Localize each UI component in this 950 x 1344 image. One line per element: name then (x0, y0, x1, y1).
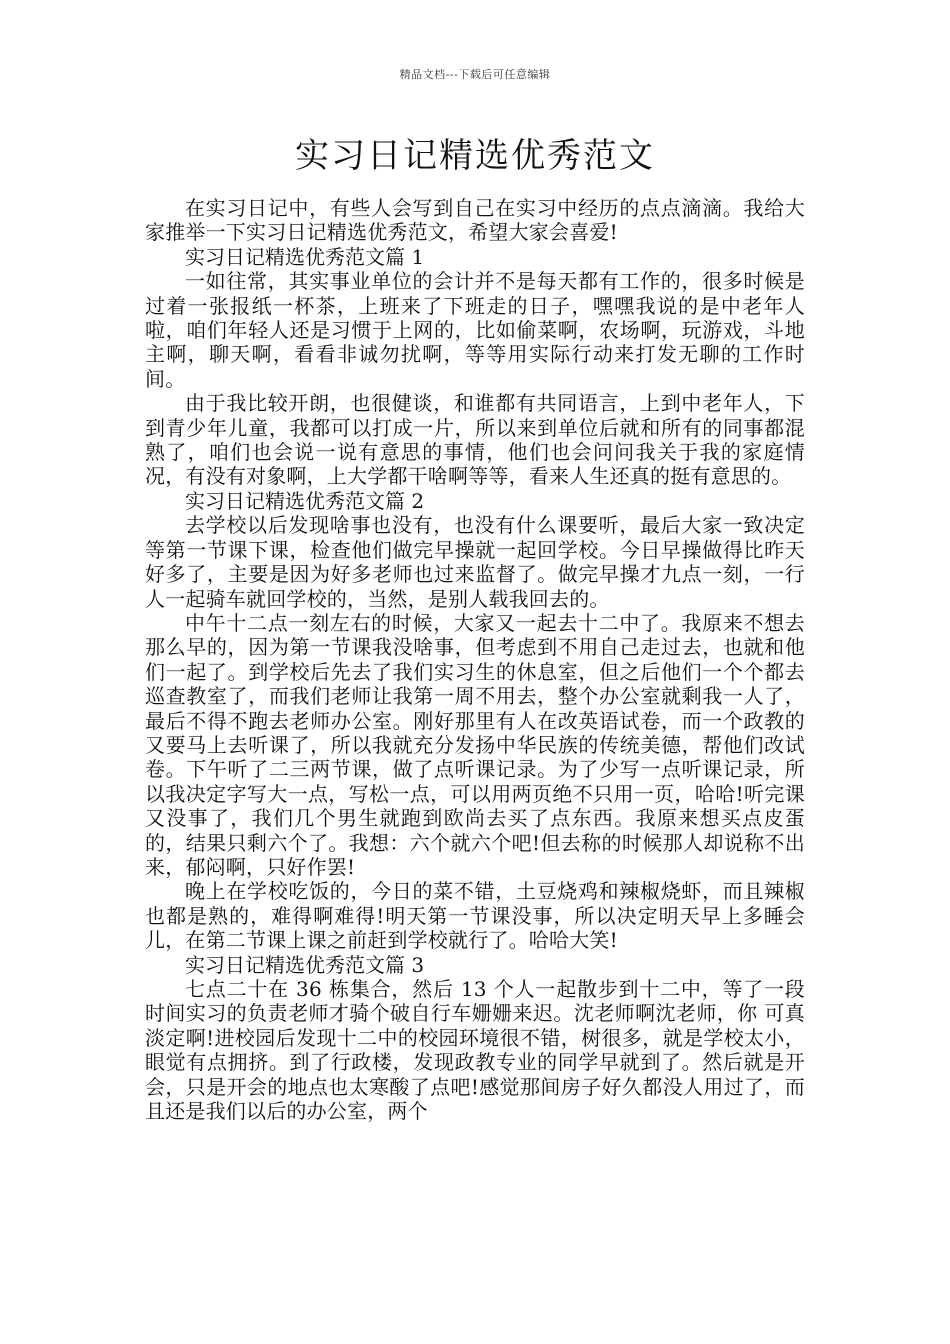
header-note: 精品文档---下载后可任意编辑 (399, 68, 551, 81)
paragraph: 去学校以后发现啥事也没有，也没有什么课要听，最后大家一致决定等第一节课下课，检查他们做完早操就一起回学校。今日早操做得比昨天好多了，主要是因为好多老师也过来监督了。做完早操才九点一刻，一行人一起骑车就回学校的，当然，是别人载我回去的。 (145, 513, 805, 611)
paragraph: 晚上在学校吃饭的，今日的菜不错，土豆烧鸡和辣椒烧虾，而且辣椒也都是熟的，难得啊难得!明天第一节课没事，所以决定明天早上多睡会儿，在第二节课上课之前赶到学校就行了。哈哈大笑! (145, 879, 805, 953)
page-title: 实习日记精选优秀范文 (295, 136, 655, 176)
paragraph: 由于我比较开朗，也很健谈，和谁都有共同语言，上到中老年人，下到青少年儿童，我都可以打成一片，所以来到单位后就和所有的同事都混熟了，咱们也会说一说有意思的事情，他们也会问问我关于我的家庭情况，有没有对象啊，上大学都干啥啊等等，看来人生还真的挺有意思的。 (145, 391, 805, 489)
paragraph: 一如往常，其实事业单位的会计并不是每天都有工作的，很多时候是过着一张报纸一杯茶，上班来了下班走的日子，嘿嘿我说的是中老年人啦，咱们年轻人还是习惯于上网的，比如偷菜啊，农场啊，玩游戏，斗地主啊，聊天啊，看看非诚勿扰啊，等等用实际行动来打发无聊的工作时间。 (145, 269, 805, 391)
document-body (145, 196, 805, 1123)
paragraph: 七点二十在 36 栋集合，然后 13 个人一起散步到十二中，等了一段时间实习的负责老师才骑个破自行车姗姗来迟。沈老师啊沈老师，你 可真淡定啊!进校园后发现十二中的校园环境很不错，树很多，就是学校太小，眼觉有点拥挤。到了行政楼，发现政教专业的同学早就到了。然后就是开会，只是开会的地点也太寒酸了点吧!感觉那间房子好久都没人用过了，而且还是我们以后的办公室，两个 (145, 977, 805, 1124)
section-heading-1: 实习日记精选优秀范文篇 1 (185, 244, 425, 269)
paragraph: 中午十二点一刻左右的时候，大家又一起去十二中了。我原来不想去那么早的，因为第一节课我没啥事，但考虑到不用自己走过去，也就和他们一起了。到学校后先去了我们实习生的休息室，但之后他们一个个都去巡查教室了，而我们老师让我第一周不用去，整个办公室就剩我一人了，最后不得不跑去老师办公室。刚好那里有人在改英语试卷，而一个政教的又要马上去听课了，所以我就充分发扬中华民族的传统美德，帮他们改试卷。下午听了二三两节课，做了点听课记录。为了少写一点听课记录，所以我决定字写大一点，写松一点，可以用两页绝不只用一页，哈哈!听完课又没事了，我们几个男生就跑到欧尚去买了点东西。我原来想买点皮蛋的，结果只剩六个了。我想：六个就六个吧!但去称的时候那人却说称不出来，郁闷啊，只好作罢! (145, 610, 805, 879)
section-heading-3: 实习日记精选优秀范文篇 3 (185, 952, 425, 977)
intro-paragraph: 在实习日记中，有些人会写到自己在实习中经历的点点滴滴。我给大家推举一下实习日记精选优秀范文，希望大家会喜爱! (145, 196, 805, 245)
section-heading-2: 实习日记精选优秀范文篇 2 (185, 488, 425, 513)
